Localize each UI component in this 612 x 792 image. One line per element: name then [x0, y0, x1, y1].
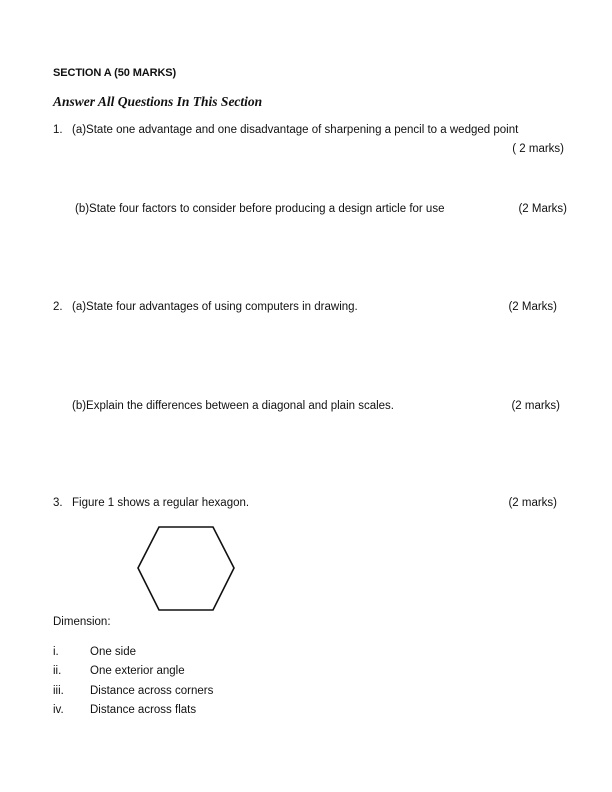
dimension-item-number: i.: [53, 646, 59, 658]
dimension-item-text: One side: [90, 646, 137, 658]
section-title: SECTION A (50 MARKS): [53, 67, 177, 79]
question-3-marks: (2 marks): [508, 497, 557, 509]
dimension-item-text: Distance across corners: [90, 685, 214, 697]
question-1a-marks: ( 2 marks): [512, 143, 564, 155]
question-1a-text: (a)State one advantage and one disadvantage of sharpening a pencil to a wedged point: [72, 124, 519, 136]
dimension-item-text: Distance across flats: [90, 704, 197, 716]
question-2b-marks: (2 marks): [511, 400, 560, 412]
dimension-item-number: iii.: [53, 685, 64, 697]
question-1b-text: (b)State four factors to consider before producing a design article for use: [75, 203, 445, 215]
question-2a-text: (a)State four advantages of using computers in drawing.: [72, 301, 358, 313]
question-number: 2.: [53, 301, 63, 313]
section-instruction: Answer All Questions In This Section: [53, 94, 263, 109]
dimension-label: Dimension:: [53, 616, 111, 628]
question-2b-text: (b)Explain the differences between a diagonal and plain scales.: [72, 400, 394, 412]
question-3-text: Figure 1 shows a regular hexagon.: [72, 497, 250, 509]
dimension-item-text: One exterior angle: [90, 665, 185, 677]
question-2a-marks: (2 Marks): [508, 301, 557, 313]
question-number: 1.: [53, 124, 63, 136]
dimension-item-number: ii.: [53, 665, 62, 677]
question-1b-marks: (2 Marks): [518, 203, 567, 215]
question-number: 3.: [53, 497, 63, 509]
dimension-item-number: iv.: [53, 704, 64, 716]
